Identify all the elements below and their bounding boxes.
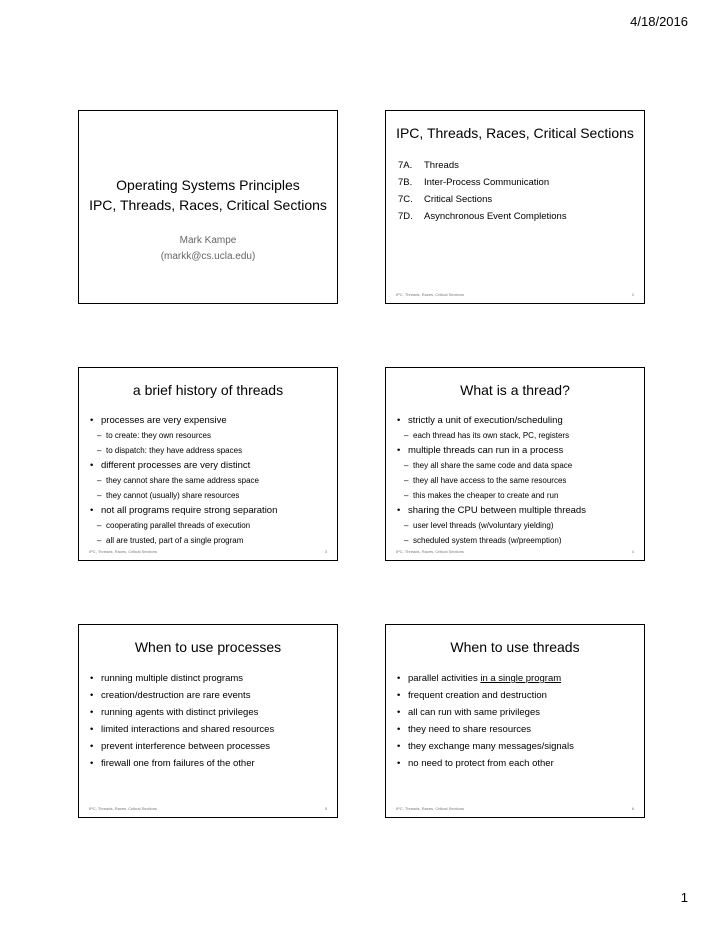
- bullet: • firewall one from failures of the other: [89, 755, 331, 772]
- slide-number: 2: [631, 292, 634, 297]
- bullet: • running agents with distinct privileges: [89, 704, 331, 721]
- sub-bullet: – they all have access to the same resources: [396, 473, 638, 488]
- agenda-item: 7B. Inter-Process Communication: [398, 177, 550, 188]
- bullet: • multiple threads can run in a process: [396, 443, 638, 458]
- sub-bullet: – to dispatch: they have address spaces: [89, 443, 331, 458]
- bullet: • they need to share resources: [396, 721, 638, 738]
- slide-title: [78, 110, 338, 304]
- slide-number: 6: [631, 806, 634, 811]
- slide-what-is-a-thread: [385, 367, 645, 561]
- slide-number: 4: [631, 549, 634, 554]
- slide-footer: IPC, Threads, Races, Critical Sections: [396, 549, 464, 554]
- agenda-item: 7A. Threads: [398, 160, 459, 171]
- slide-title-line-2: IPC, Threads, Races, Critical Sections: [89, 197, 327, 213]
- slide-footer: IPC, Threads, Races, Critical Sections: [396, 806, 464, 811]
- slide-footer: IPC, Threads, Races, Critical Sections: [396, 292, 464, 297]
- slide-heading: a brief history of threads: [132, 382, 284, 398]
- agenda-item: 7C. Critical Sections: [398, 194, 493, 205]
- bullet: • creation/destruction are rare events: [89, 687, 331, 704]
- author-email: (markk@cs.ucla.edu): [160, 251, 256, 262]
- sub-bullet: – to create: they own resources: [89, 428, 331, 443]
- sub-bullet: – each thread has its own stack, PC, registers: [396, 428, 638, 443]
- bullet: • sharing the CPU between multiple threads: [396, 503, 638, 518]
- sub-bullet: – all are trusted, part of a single program: [89, 533, 331, 548]
- bullet: • prevent interference between processes: [89, 738, 331, 755]
- bullet: • not all programs require strong separation: [89, 503, 331, 518]
- bullet: • all can run with same privileges: [396, 704, 638, 721]
- slide-heading: When to use processes: [134, 639, 282, 655]
- sub-bullet: – cooperating parallel threads of execution: [89, 518, 331, 533]
- slide-when-to-use-threads: [385, 624, 645, 818]
- sub-bullet: – scheduled system threads (w/preemption): [396, 533, 638, 548]
- bullet: • they exchange many messages/signals: [396, 738, 638, 755]
- sub-bullet: – they all share the same code and data space: [396, 458, 638, 473]
- bullet: • processes are very expensive: [89, 413, 331, 428]
- bullet: • frequent creation and destruction: [396, 687, 638, 704]
- slide-title-line-1: Operating Systems Principles: [116, 177, 300, 193]
- slide-history-of-threads: [78, 367, 338, 561]
- slide-footer: IPC, Threads, Races, Critical Sections: [89, 549, 157, 554]
- slide-number: 3: [324, 549, 327, 554]
- slide-agenda: [385, 110, 645, 304]
- sub-bullet: – this makes the cheaper to create and run: [396, 488, 638, 503]
- slide-footer: IPC, Threads, Races, Critical Sections: [89, 806, 157, 811]
- page-date: 4/18/2016: [630, 14, 688, 29]
- bullet: • no need to protect from each other: [396, 755, 638, 772]
- sub-bullet: – they cannot (usually) share resources: [89, 488, 331, 503]
- bullet: • strictly a unit of execution/scheduling: [396, 413, 638, 428]
- slide-heading: IPC, Threads, Races, Critical Sections: [396, 125, 634, 141]
- bullet: • different processes are very distinct: [89, 458, 331, 473]
- bullet: • running multiple distinct programs: [89, 670, 331, 687]
- slide-heading: What is a thread?: [460, 382, 570, 398]
- slide-heading: When to use threads: [450, 639, 580, 655]
- bullet: • parallel activities in a single program: [396, 670, 638, 687]
- sub-bullet: – user level threads (w/voluntary yielding): [396, 518, 638, 533]
- slide-when-to-use-processes: [78, 624, 338, 818]
- bullet: • limited interactions and shared resources: [89, 721, 331, 738]
- page-number: 1: [680, 890, 688, 905]
- agenda-item: 7D. Asynchronous Event Completions: [398, 211, 567, 222]
- slide-number: 5: [324, 806, 327, 811]
- author-name: Mark Kampe: [179, 235, 237, 246]
- sub-bullet: – they cannot share the same address space: [89, 473, 331, 488]
- underlined-text: in a single program: [480, 673, 562, 684]
